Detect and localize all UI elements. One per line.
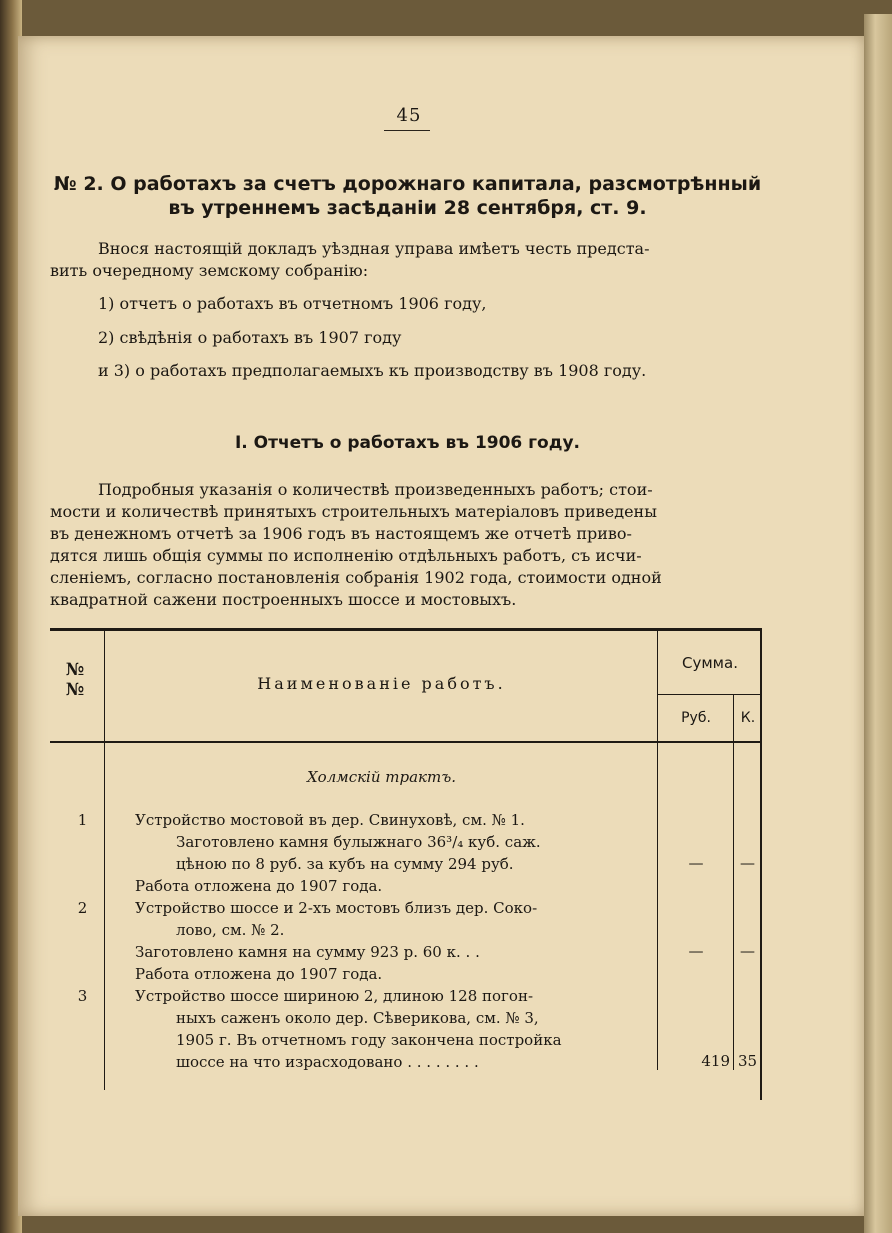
intro-line-2: вить очередному земскому собранію: <box>50 261 369 280</box>
col-rule-right <box>760 630 762 1100</box>
header-rub: Руб. <box>681 710 711 726</box>
row-number: 2 <box>77 899 88 917</box>
section-line-2: мости и количествѣ принятыхъ строительныхъ матеріаловъ приведены <box>50 502 657 521</box>
row-number: 3 <box>77 987 88 1005</box>
intro-line-1: Внося настоящій докладъ уѣздная управа имѣетъ честь предста- <box>98 239 650 258</box>
row-1-line-3: цѣною по 8 руб. за кубъ на сумму 294 руб. <box>176 855 514 873</box>
row-number: 1 <box>77 811 88 829</box>
row-2-line-4: Работа отложена до 1907 года. <box>135 965 383 983</box>
col-rule-no <box>104 630 105 1090</box>
document-title <box>50 172 765 220</box>
row-3-line-1: Устройство шоссе шириною 2, длиною 128 погон- <box>135 987 534 1005</box>
row-3-line-2: ныхъ саженъ около дер. Сѣверикова, см. № 3, <box>176 1009 539 1027</box>
row-2-line-3: Заготовлено камня на сумму 923 р. 60 к. . . <box>135 943 480 961</box>
section-title: I. Отчетъ о работахъ въ 1906 году. <box>234 433 581 453</box>
title-line-1: № 2. О работахъ за счетъ дорожнаго капитала, разсмотрѣнный <box>53 173 762 195</box>
list-item-2: 2) свѣдѣнія о работахъ въ 1907 году <box>98 328 402 347</box>
row-1-line-4: Работа отложена до 1907 года. <box>135 877 383 895</box>
header-name: Наименованіе работъ. <box>257 674 506 693</box>
row-2-line-1: Устройство шоссе и 2-хъ мостовъ близъ дер. Соко- <box>135 899 538 917</box>
row-1-line-2: Заготовлено камня булыжнаго 36³/₄ куб. саж. <box>176 833 541 851</box>
sum-subheader-rule <box>658 694 762 695</box>
list-item-1: 1) отчетъ о работахъ въ отчетномъ 1906 году, <box>98 294 487 313</box>
row-1-kop: — <box>740 854 755 872</box>
table-top-rule <box>50 628 762 631</box>
tract-heading: Холмскій трактъ. <box>307 768 456 786</box>
row-3-rub: 419 <box>701 1052 730 1070</box>
title-line-2: въ утреннемъ засѣданіи 28 сентября, ст. 9. <box>168 197 647 219</box>
row-3-kop: 35 <box>737 1052 758 1070</box>
intro-paragraph <box>50 238 765 282</box>
row-1-line-1: Устройство мостовой въ дер. Свинуховѣ, см. № 1. <box>135 811 525 829</box>
row-2-rub: — <box>688 942 704 960</box>
list-item-3: и 3) о работахъ предполагаемыхъ къ производству въ 1908 году. <box>98 361 647 380</box>
page-number: 45 <box>396 105 422 126</box>
header-sum: Сумма. <box>682 654 738 672</box>
table-header-rule <box>50 741 762 743</box>
row-1-rub: — <box>688 854 704 872</box>
section-line-6: квадратной сажени построенныхъ шоссе и мостовыхъ. <box>50 590 517 609</box>
row-2-kop: — <box>740 942 755 960</box>
col-rule-name <box>657 630 658 1070</box>
row-3-line-3: 1905 г. Въ отчетномъ году закончена постройка <box>176 1031 562 1049</box>
header-kop: К. <box>740 710 756 726</box>
page-number-rule <box>384 130 430 131</box>
section-line-5: сленіемъ, согласно постановленія собранія 1902 года, стоимости одной <box>50 568 662 587</box>
section-paragraph <box>50 479 765 611</box>
row-3-line-4: шоссе на что израсходовано . . . . . . . . <box>176 1053 479 1071</box>
section-line-4: дятся лишь общія суммы по исполненію отдѣльныхъ работъ, съ исчи- <box>50 546 642 565</box>
section-line-3: въ денежномъ отчетѣ за 1906 годъ въ настоящемъ же отчетѣ приво- <box>50 524 632 543</box>
page-edge <box>864 14 892 1233</box>
row-2-line-2: лово, см. № 2. <box>176 921 285 939</box>
section-line-1: Подробныя указанія о количествѣ произведенныхъ работъ; стои- <box>98 480 653 499</box>
header-number: №№ <box>65 660 85 700</box>
col-rule-rub <box>733 694 734 1070</box>
